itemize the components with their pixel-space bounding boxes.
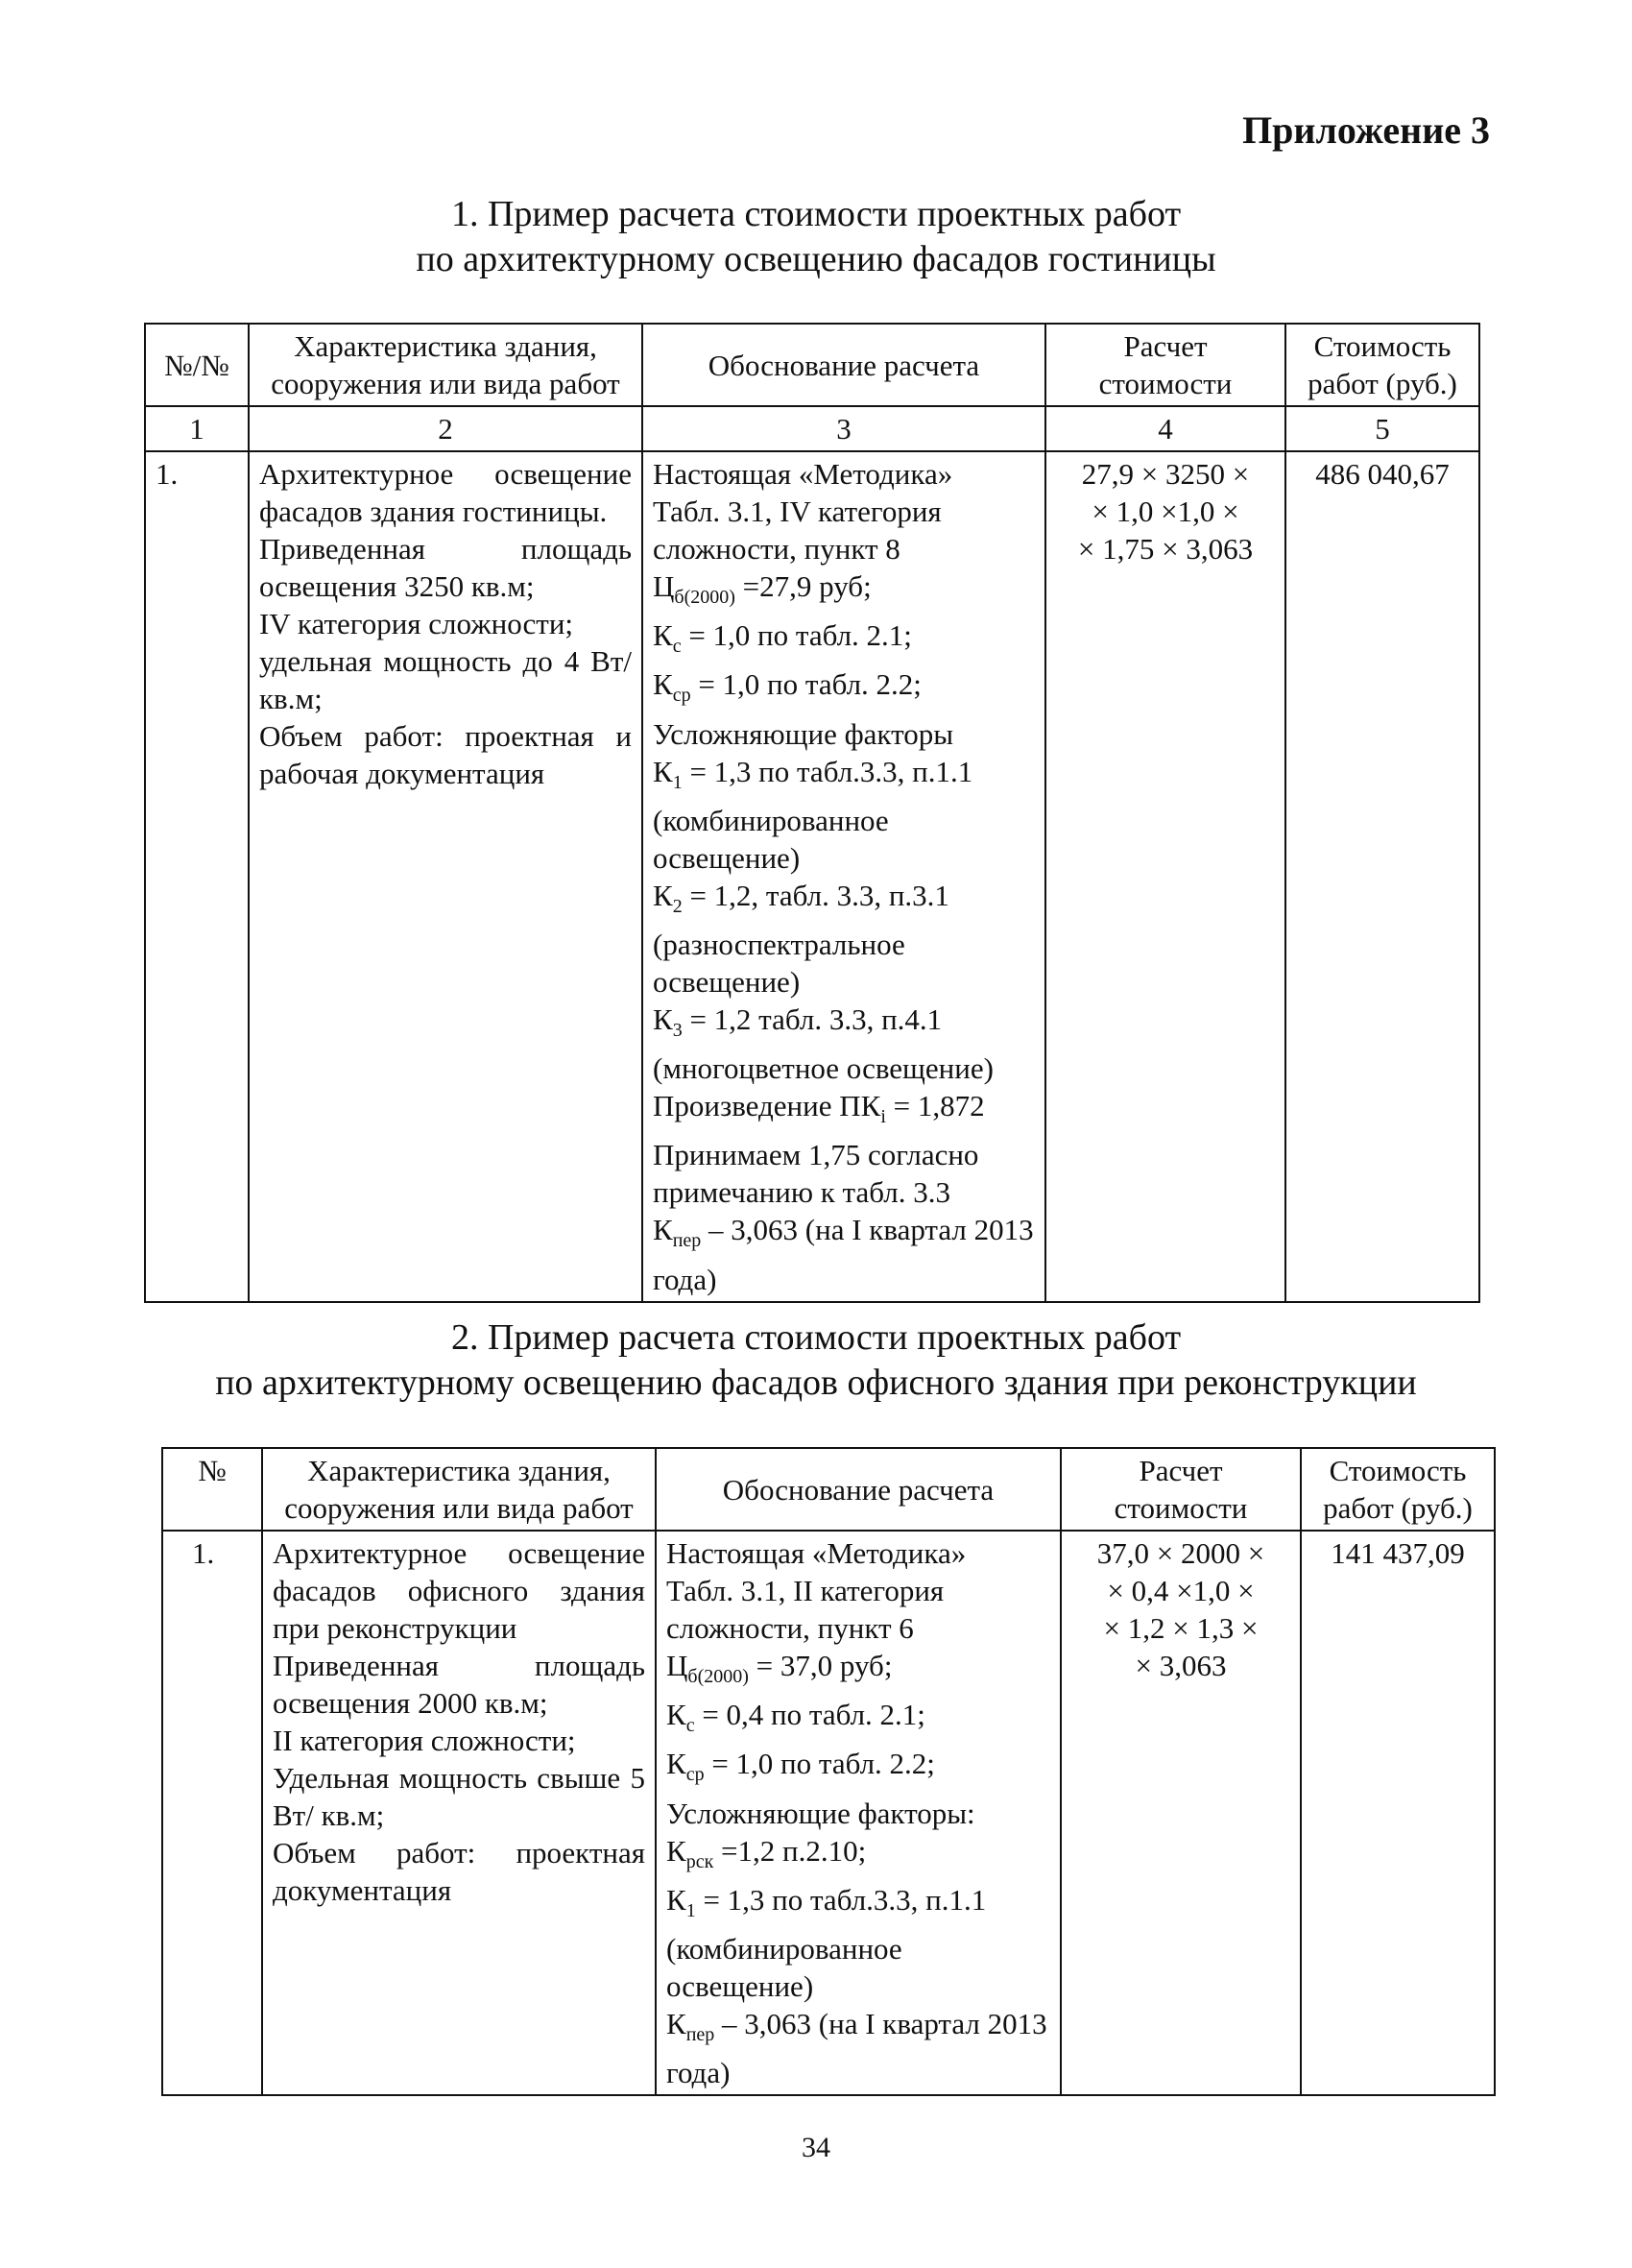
column-number: 4 bbox=[1045, 406, 1285, 451]
section1-title-line2: по архитектурному освещению фасадов гостиницы bbox=[416, 239, 1216, 279]
justification-line: Усложняющие факторы bbox=[653, 716, 954, 751]
section1-title bbox=[0, 192, 1632, 282]
row-cost: 486 040,67 bbox=[1285, 451, 1479, 1302]
header-justification: Обоснование расчета bbox=[642, 324, 1045, 406]
justification-line: $К_{ср} = 1,0$ по табл. 2.2; bbox=[666, 1747, 935, 1786]
characteristic-line: Удельная мощность свыше 5 Вт/ кв.м; bbox=[273, 1761, 645, 1832]
section2-title bbox=[0, 1315, 1632, 1406]
justification-line: $К_3 = 1,2$ табл. 3.3, п.4.1 bbox=[653, 1001, 943, 1042]
justification-line: (комбинированное освещение) bbox=[653, 803, 889, 875]
section1-table bbox=[144, 323, 1480, 1303]
justification-line: $К_{ср} = 1,0$ по табл. 2.2; bbox=[653, 667, 922, 707]
header-calculation: Расчет стоимости bbox=[1045, 324, 1285, 406]
calculation-line: × 3,063 bbox=[1135, 1649, 1227, 1682]
row-cost: 141 437,09 bbox=[1301, 1531, 1495, 2095]
appendix-label: Приложение 3 bbox=[1242, 109, 1490, 152]
justification-line: $К_{рск} =1,2$ п.2.10; bbox=[666, 1833, 867, 1872]
section1-header-row bbox=[145, 324, 1479, 406]
justification-line: Настоящая «Методика» bbox=[666, 1536, 967, 1570]
justification-line: $Ц_{б(2000)} =27,9$ руб; bbox=[653, 569, 872, 609]
header-justification: Обоснование расчета bbox=[656, 1448, 1061, 1531]
section1-title-line1: 1. Пример расчета стоимости проектных работ bbox=[450, 194, 1182, 234]
header-cost: Стоимость работ (руб.) bbox=[1301, 1448, 1495, 1531]
row-characteristic bbox=[262, 1531, 656, 2095]
justification-line: $К_1 = 1,3$ по табл.3.3, п.1.1 bbox=[666, 1882, 987, 1921]
row-justification bbox=[656, 1531, 1061, 2095]
justification-line: Принимаем 1,75 согласно примечанию к табл. 3.3 bbox=[653, 1138, 979, 1210]
header-calculation: Расчет стоимости bbox=[1061, 1448, 1301, 1531]
characteristic-line: II категория сложности; bbox=[273, 1724, 576, 1757]
characteristic-line: Объем работ: проектная и рабочая документация bbox=[259, 719, 632, 790]
characteristic-line: удельная мощность до 4 Вт/кв.м; bbox=[259, 644, 632, 715]
header-num: № bbox=[162, 1448, 262, 1531]
header-cost: Стоимость работ (руб.) bbox=[1285, 324, 1479, 406]
section2-title-line2: по архитектурному освещению фасадов офисного здания при реконструкции bbox=[215, 1363, 1417, 1403]
justification-line: Произведение $ПК_i = 1,872$ bbox=[653, 1089, 985, 1128]
row-characteristic bbox=[249, 451, 642, 1302]
calculation-line: × 1,2 × 1,3 × bbox=[1103, 1611, 1259, 1645]
justification-line: (комбинированное освещение) bbox=[666, 1931, 902, 2003]
row-number: 1. bbox=[162, 1531, 262, 2095]
section2-table bbox=[161, 1447, 1496, 2096]
header-characteristic: Характеристика здания, сооружения или вида работ bbox=[249, 324, 642, 406]
characteristic-line: Приведенная площадь освещения 3250 кв.м; bbox=[259, 532, 632, 603]
header-characteristic: Характеристика здания, сооружения или вида работ bbox=[262, 1448, 656, 1531]
row-calculation bbox=[1045, 451, 1285, 1302]
calculation-line: × 0,4 ×1,0 × bbox=[1107, 1574, 1255, 1607]
characteristic-line: IV категория сложности; bbox=[259, 607, 574, 640]
characteristic-line: Объем работ: проектная документация bbox=[273, 1836, 645, 1907]
justification-line: (многоцветное освещение) bbox=[653, 1051, 994, 1086]
column-number: 5 bbox=[1285, 406, 1479, 451]
characteristic-line: Приведенная площадь освещения 2000 кв.м; bbox=[273, 1649, 645, 1720]
column-number: 2 bbox=[249, 406, 642, 451]
justification-line: $К_с = 0,4$ по табл. 2.1; bbox=[666, 1698, 925, 1737]
justification-line: $К_2 = 1,2$, табл. 3.3, п.3.1 bbox=[653, 878, 949, 917]
section1-column-numbers-row bbox=[145, 406, 1479, 451]
column-number: 1 bbox=[145, 406, 249, 451]
calculation-line: 37,0 × 2000 × bbox=[1096, 1536, 1265, 1570]
table-row bbox=[145, 451, 1479, 1302]
justification-line: $К_{пер} - 3,063$ (на I квартал 2013 года) bbox=[666, 2006, 1047, 2090]
calculation-line: × 1,0 ×1,0 × bbox=[1092, 495, 1239, 528]
calculation-line: 27,9 × 3250 × bbox=[1081, 457, 1250, 491]
justification-line: Табл. 3.1, II категория сложности, пункт 6 bbox=[666, 1574, 945, 1645]
section2-header-row bbox=[162, 1448, 1495, 1531]
justification-line: Табл. 3.1, IV категория сложности, пункт 8 bbox=[653, 495, 942, 566]
calculation-line: × 1,75 × 3,063 bbox=[1077, 532, 1254, 566]
justification-line: $К_с = 1,0$ по табл. 2.1; bbox=[653, 618, 912, 658]
justification-line: Настоящая «Методика» bbox=[653, 457, 953, 491]
justification-line: (разноспектральное освещение) bbox=[653, 927, 905, 999]
justification-line: $Ц_{б(2000)} = 37,0$ руб; bbox=[666, 1649, 893, 1688]
justification-line: $К_{пер} - 3,063$ (на I квартал 2013 года) bbox=[653, 1213, 1034, 1296]
characteristic-line: Архитектурное освещение фасадов офисного здания при реконструкции bbox=[273, 1536, 645, 1645]
header-num: №/№ bbox=[145, 324, 249, 406]
justification-line: Усложняющие факторы: bbox=[666, 1796, 975, 1830]
row-calculation bbox=[1061, 1531, 1301, 2095]
column-number: 3 bbox=[642, 406, 1045, 451]
row-number: 1. bbox=[145, 451, 249, 1302]
row-justification bbox=[642, 451, 1045, 1302]
characteristic-line: Архитектурное освещение фасадов здания гостиницы. bbox=[259, 457, 632, 528]
page-number: 34 bbox=[802, 2132, 830, 2163]
justification-line: $К_1 = 1,3$ по табл.3.3, п.1.1 bbox=[653, 754, 973, 793]
table-row bbox=[162, 1531, 1495, 2095]
section2-title-line1: 2. Пример расчета стоимости проектных работ bbox=[450, 1317, 1182, 1358]
